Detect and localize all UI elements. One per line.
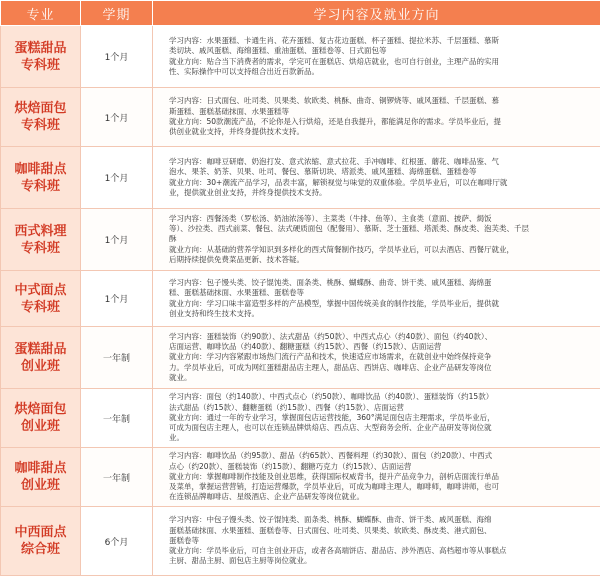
course-name bbox=[1, 507, 81, 576]
content-line: 供创业就业支持，并终身提供技术支持。 bbox=[169, 127, 596, 137]
course-period: 一年制 bbox=[81, 327, 153, 389]
content-line: 学习内容：包子馒头类、饺子馄饨类、面条类、桃酥、蝴蝶酥、曲奇、饼干类、戚风蛋糕、海绵蛋 bbox=[169, 278, 596, 288]
course-name bbox=[1, 26, 81, 88]
content-line: 学习内容：咖啡饮品（约95款）、甜品（约65款）、西餐料理（约30款）、面包（约20款）、中西式 bbox=[169, 451, 596, 461]
content-line: 就业方向：30+潮流产品学习，品表丰富，解锁视觉与味觉的双重体验。学员毕业后，可以在咖啡厅就 bbox=[169, 178, 596, 188]
content-line: 后期持续提供免费菜品更新、技术答疑。 bbox=[169, 255, 596, 265]
course-period: 一年制 bbox=[81, 448, 153, 507]
content-line: 业。 bbox=[169, 433, 596, 443]
course-period: 1个月 bbox=[81, 271, 153, 327]
course-name-line: 专科班 bbox=[1, 178, 80, 195]
course-period: 1个月 bbox=[81, 88, 153, 147]
course-row bbox=[1, 147, 600, 209]
content-line: 学习内容：日式面包、吐司类、贝果类、软欧类、桃酥、曲奇、铜锣烧等、戚风蛋糕、千层蛋糕、慕 bbox=[169, 96, 596, 106]
content-line: 蛋糕卷等 bbox=[169, 536, 596, 546]
course-name-line: 西式料理 bbox=[1, 223, 80, 240]
content-line: 创业支持和终生技术支持。 bbox=[169, 309, 596, 319]
course-name bbox=[1, 327, 81, 389]
course-period: 一年制 bbox=[81, 389, 153, 448]
content-line: 就业方向：学员毕业后，可自主创业开店，或者各高端饼店、甜品店、涉外酒店、高档超市等从事糕点 bbox=[169, 546, 596, 556]
course-name-line: 烘焙面包 bbox=[1, 401, 80, 418]
content-line: 及菜单，掌握运营营销，打造运营爆款，学员毕业后，可成为咖啡主理人，咖啡师，咖啡讲师，也可 bbox=[169, 482, 596, 492]
content-line: 性、实际操作中可以支持组合出近百款新品。 bbox=[169, 67, 596, 77]
content-line: 就业。 bbox=[169, 373, 596, 383]
content-line: 就业方向：贴合当下消费者的需求，学完可在蛋糕店、烘焙店就业，也可自行创业，主理产品的实用 bbox=[169, 57, 596, 67]
content-line: 店面运营、咖啡饮品（约40款）、翻糖蛋糕（约15款）、西餐（约15款）、店面运营 bbox=[169, 342, 596, 352]
course-name-line: 专科班 bbox=[1, 299, 80, 316]
header-major: 专业 bbox=[1, 1, 81, 26]
content-line: 学习内容：中包子馒头类、饺子馄饨类、面条类、桃酥、蝴蝶酥、曲奇、饼干类、戚风蛋糕、海绵 bbox=[169, 515, 596, 525]
content-line: 就业方向：50款潮流产品，不论你是入行烘焙，还是自我提升，都能满足你的需求。学员毕业后，提 bbox=[169, 117, 596, 127]
course-name-line: 创业班 bbox=[1, 418, 80, 435]
course-content bbox=[153, 448, 600, 507]
course-name bbox=[1, 209, 81, 271]
course-period: 1个月 bbox=[81, 209, 153, 271]
course-period: 1个月 bbox=[81, 26, 153, 88]
course-name bbox=[1, 389, 81, 448]
content-line: 就业方向：学习口味丰富造型多样的产品模型，掌握中国传统美食的制作技能，学员毕业后，提供就 bbox=[169, 299, 596, 309]
content-line: 等）、沙拉类、西式前菜、餐包、法式硬质面包（配餐用）、慕斯、芝士蛋糕、塔派类、酥皮类、泡芙类、千层 bbox=[169, 224, 596, 234]
course-name-line: 专科班 bbox=[1, 240, 80, 257]
course-content bbox=[153, 209, 600, 271]
content-line: 点心（约20款）、蛋糕装饰（约15款）、翻糖巧克力（约15款）、店面运营 bbox=[169, 462, 596, 472]
course-content bbox=[153, 389, 600, 448]
course-name-line: 蛋糕甜品 bbox=[1, 341, 80, 358]
course-name bbox=[1, 88, 81, 147]
content-line: 主厨、甜品主厨、面包店主厨等岗位就业。 bbox=[169, 556, 596, 566]
course-name-line: 专科班 bbox=[1, 117, 80, 134]
course-name-line: 蛋糕甜品 bbox=[1, 40, 80, 57]
course-row bbox=[1, 389, 600, 448]
content-line: 在连锁品牌咖啡店、星级酒店、企业产品研发等岗位就业。 bbox=[169, 492, 596, 502]
course-name bbox=[1, 271, 81, 327]
course-content bbox=[153, 88, 600, 147]
content-line: 就业方向：学习内容紧跟市场热门流行产品和技术，快速适应市场需求，在就创业中始终保持竞争 bbox=[169, 352, 596, 362]
content-line: 蛋糕基础抹面、水果蛋糕、蛋糕卷等、日式面包、吐司类、贝果类、软欧类、酥皮类、港式面包、 bbox=[169, 526, 596, 536]
course-content bbox=[153, 147, 600, 209]
course-content bbox=[153, 26, 600, 88]
course-row bbox=[1, 88, 600, 147]
course-content bbox=[153, 271, 600, 327]
course-row bbox=[1, 327, 600, 389]
course-name-line: 创业班 bbox=[1, 358, 80, 375]
course-name-line: 综合班 bbox=[1, 541, 80, 558]
content-line: 学习内容：咖啡豆研磨、奶泡打发、意式浓缩、意式拉花、手冲咖啡、红根蛋、蘑花、咖啡品鉴、气 bbox=[169, 157, 596, 167]
content-line: 就业方向：掌握咖啡制作技能及创业思维，获得国际权威背书，提升产品竞争力，剖析店面流行单品 bbox=[169, 472, 596, 482]
course-name-line: 创业班 bbox=[1, 477, 80, 494]
course-name-line: 中式面点 bbox=[1, 282, 80, 299]
course-rows bbox=[1, 26, 600, 576]
course-period: 6个月 bbox=[81, 507, 153, 576]
content-line: 斯蛋糕、蛋糕基础抹面、水果蛋糕等 bbox=[169, 107, 596, 117]
content-line: 可成为面包店主理人，也可以在连锁品牌烘焙店、西点店、大型商务会所、企业产品研发等岗位就 bbox=[169, 423, 596, 433]
course-name-line: 咖啡甜点 bbox=[1, 460, 80, 477]
course-row bbox=[1, 209, 600, 271]
course-name-line: 咖啡甜点 bbox=[1, 161, 80, 178]
course-name bbox=[1, 147, 81, 209]
content-line: 学习内容：水果蛋糕、卡通生肖、花卉蛋糕、复古花边蛋糕、杯子蛋糕、提拉米苏、千层蛋糕、慕斯 bbox=[169, 36, 596, 46]
header-period: 学期 bbox=[81, 1, 153, 26]
header-row bbox=[1, 1, 600, 26]
header-content: 学习内容及就业方向 bbox=[153, 1, 600, 26]
course-name-line: 中西面点 bbox=[1, 524, 80, 541]
content-line: 酥 bbox=[169, 234, 596, 244]
content-line: 糕、蛋糕基础抹面、水果蛋糕、蛋糕卷等 bbox=[169, 288, 596, 298]
course-row bbox=[1, 507, 600, 576]
course-name bbox=[1, 448, 81, 507]
course-row bbox=[1, 448, 600, 507]
course-name-line: 专科班 bbox=[1, 57, 80, 74]
course-row bbox=[1, 26, 600, 88]
content-line: 学习内容：面包（约140款）、中西式点心（约50款）、咖啡饮品（约40款）、蛋糕装饰（约15款） bbox=[169, 392, 596, 402]
course-content bbox=[153, 507, 600, 576]
course-name-line: 烘焙面包 bbox=[1, 100, 80, 117]
content-line: 法式甜品（约15款）、翻糖蛋糕（约15款）、西餐（约15款）、店面运营 bbox=[169, 403, 596, 413]
content-line: 力。学员毕业后，可成为网红蛋糕甜品店主理人，甜品店、西饼店、咖啡店、企业产品研发等岗位 bbox=[169, 363, 596, 373]
content-line: 学习内容：蛋糕装饰（约90款）、法式甜品（约50款）、中西式点心（约40款）、面包（约40款）、 bbox=[169, 332, 596, 342]
content-line: 泡水、果茶、奶茶、贝果、吐司、餐包、慕斯切块、塔派类、戚风蛋糕、海绵蛋糕、蛋糕卷等 bbox=[169, 167, 596, 177]
content-line: 业，提供就业创业支持，并终身提供技术支持。 bbox=[169, 188, 596, 198]
content-line: 就业方向：从基础的营养学知识到多样化的西式简餐制作技巧，学员毕业后，可以去酒店、西餐厅就业， bbox=[169, 245, 596, 255]
content-line: 类切块、戚风蛋糕、海绵蛋糕、重油蛋糕、蛋糕卷等、日式面包等 bbox=[169, 46, 596, 56]
content-line: 学习内容：西餐汤类（罗松汤、奶油浓汤等）、主菜类（牛排、鱼等）、主食类（意面、披萨、焗饭 bbox=[169, 214, 596, 224]
course-row bbox=[1, 271, 600, 327]
course-content bbox=[153, 327, 600, 389]
course-period: 1个月 bbox=[81, 147, 153, 209]
content-line: 就业方向：通过一年的专业学习，掌握面包店运营技能，360°满足面包店主理需求，学员毕业后， bbox=[169, 413, 596, 423]
